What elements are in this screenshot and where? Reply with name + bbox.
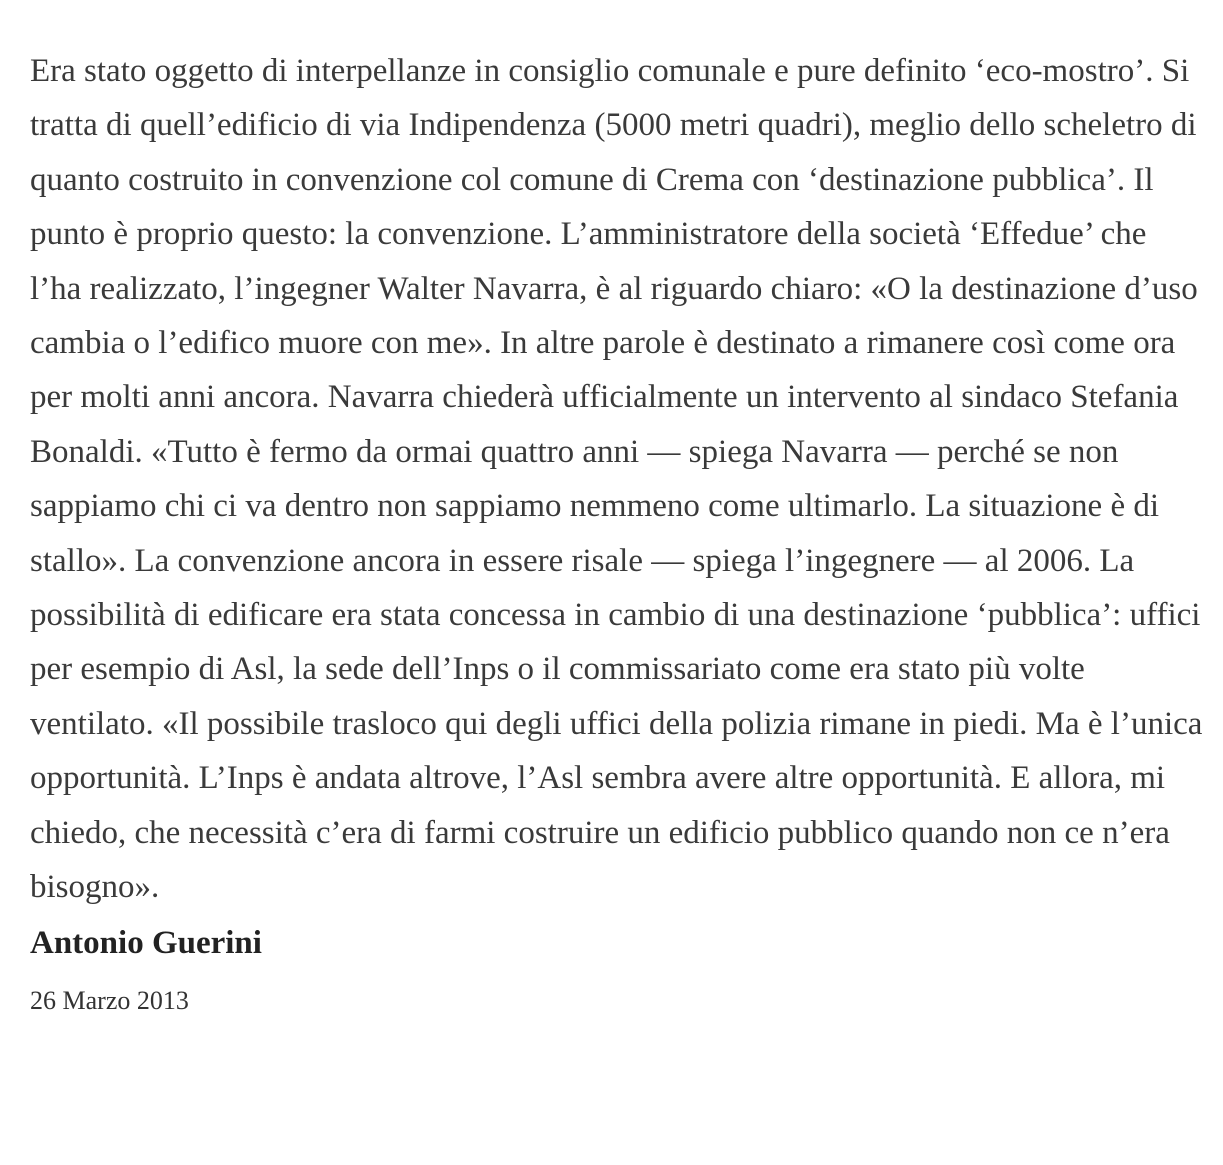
- article-author: Antonio Guerini: [30, 924, 262, 961]
- article: [30, 44, 1205, 1019]
- article-body: Era stato oggetto di interpellanze in consiglio comunale e pure definito ‘eco-mostro’. Si tratta di quell’edificio di via Indipendenza (5000 metri quadri), meglio dello scheletro di quanto costruito in convenzione col comune di Crema con ‘destinazione pubblica’. Il punto è proprio questo: la convenzione. L’amministratore della società ‘Effedue’ che l’ha realizzato, l’ingegner Walter Navarra, è al riguardo chiaro: «O la destinazione d’uso cambia o l’edifico muore con me». In altre parole è destinato a rimanere così come ora per molti anni ancora. Navarra chiederà ufficialmente un intervento al sindaco Stefania Bonaldi. «Tutto è fermo da ormai quattro anni — spiega Navarra — perché se non sappiamo chi ci va dentro non sappiamo nemmeno come ultimarlo. La situazione è di stallo». La convenzione ancora in essere risale — spiega l’ingegnere — al 2006. La possibilità di edificare era stata concessa in cambio di una destinazione ‘pubblica’: uffici per esempio di Asl, la sede dell’Inps o il commissariato come era stato più volte ventilato. «Il possibile trasloco qui degli uffici della polizia rimane in piedi. Ma è l’unica opportunità. L’Inps è andata altrove, l’Asl sembra avere altre opportunità. E allora, mi chiedo, che necessità c’era di farmi costruire un edificio pubblico quando non ce n’era bisogno».: [30, 53, 1203, 906]
- article-date: 26 Marzo 2013: [30, 985, 189, 1015]
